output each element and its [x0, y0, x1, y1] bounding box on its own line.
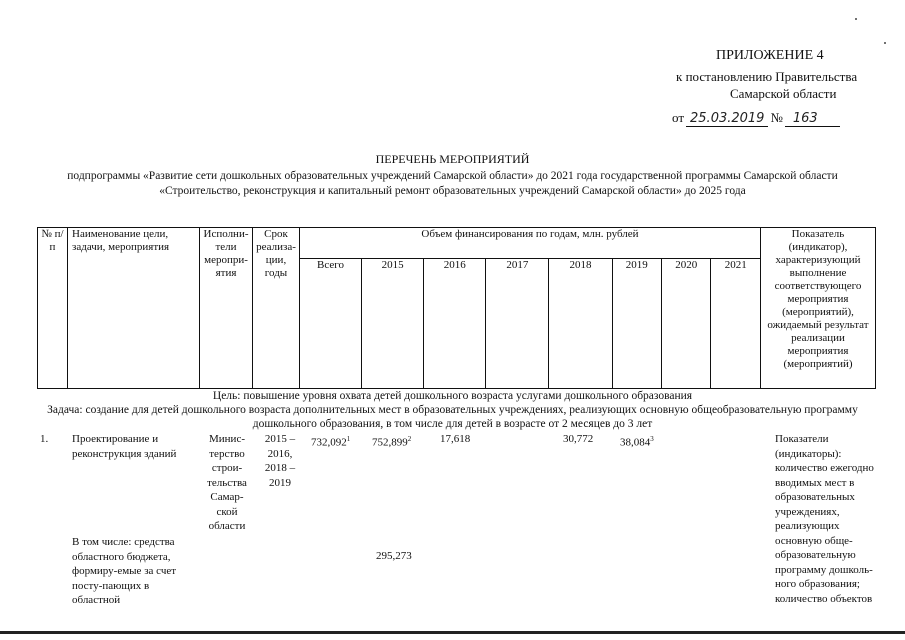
subrow-name: В том числе: средства областного бюджета, формиру-емые за счет посту-пающих в областной	[72, 536, 177, 606]
col-name-header: Наименование цели, задачи, мероприятия	[68, 228, 200, 389]
col-year-header: 2015	[362, 259, 424, 389]
row-executor: Минис-терство строи-тельства Самар-ской области	[207, 433, 247, 532]
row-measure-name: Проектирование и реконструкция зданий	[72, 433, 177, 460]
col-num-header: № п/п	[38, 228, 68, 389]
scan-speck	[884, 42, 886, 44]
col-year-header: 2019	[612, 259, 661, 389]
col-year-header: 2018	[549, 259, 612, 389]
row-number: 1.	[40, 433, 49, 445]
document-title: ПЕРЕЧЕНЬ МЕРОПРИЯТИЙ	[375, 152, 530, 166]
measures-table-header	[37, 227, 876, 389]
col-total-header: Всего	[300, 259, 362, 389]
scan-speck	[855, 18, 857, 20]
col-executor-header: Исполни-тели меропри-ятия	[200, 228, 253, 389]
document-subtitle-1: подпрограммы «Развитие сети дошкольных образовательных учреждений Самарской области» до 2021 года государственной программы Самарской области	[67, 170, 838, 182]
col-year-header: 2021	[711, 259, 761, 389]
col-year-header: 2020	[662, 259, 711, 389]
task-line-2: дошкольного образования, в том числе для детей в возрасте от 2 месяцев до 3 лет	[252, 418, 653, 430]
subrow-2015: 295,273	[376, 550, 412, 562]
page-bottom-edge	[0, 631, 905, 634]
row-indicator: Показатели (индикаторы): количество ежегодно вводимых мест в образовательных учреждениях, реализующих основную обще-образовательную программу дошколь-ного образования; количество объектов	[775, 433, 874, 605]
number-prefix: №	[770, 110, 783, 125]
col-year-header: 2016	[424, 259, 486, 389]
col-funding-header: Объем финансирования по годам, млн. рублей	[300, 228, 761, 259]
task-line-1: Задача: создание для детей дошкольного возраста дополнительных мест в образовательных учреждениях, реализующих основную общеобразовательную программу	[47, 404, 858, 416]
handwritten-number: 163	[785, 111, 840, 127]
annex-title: ПРИЛОЖЕНИЕ 4	[716, 48, 824, 63]
col-year-header: 2017	[486, 259, 549, 389]
handwritten-date: 25.03.2019	[686, 111, 768, 127]
row-2016: 17,618	[440, 433, 471, 445]
col-indicator-header: Показатель (индикатор), характеризующий выполнение соответствующего мероприятия (мероприятий), ожидаемый результат реализации мероприятия (мероприятий)	[761, 228, 876, 389]
annex-line-2: к постановлению Правительства	[676, 69, 858, 84]
row-2019: 38,084$^3$	[620, 435, 654, 449]
annex-date-line	[672, 110, 840, 127]
col-term-header: Срок реализа-ции, годы	[253, 228, 300, 389]
row-2015: 752,899$^2$	[372, 435, 412, 449]
row-total: 732,092$^1$	[311, 435, 351, 449]
annex-line-3: Самарской области	[730, 86, 837, 101]
document-subtitle-2: «Строительство, реконструкция и капитальный ремонт образовательных учреждений Самарской области» до 2025 года	[159, 185, 746, 197]
date-prefix: от	[672, 110, 685, 125]
row-2018: 30,772	[563, 433, 594, 445]
row-term: 2015 – 2016, 2018 – 2019	[264, 433, 296, 489]
goal-line: Цель: повышение уровня охвата детей дошкольного возраста услугами дошкольного образования	[212, 390, 693, 402]
